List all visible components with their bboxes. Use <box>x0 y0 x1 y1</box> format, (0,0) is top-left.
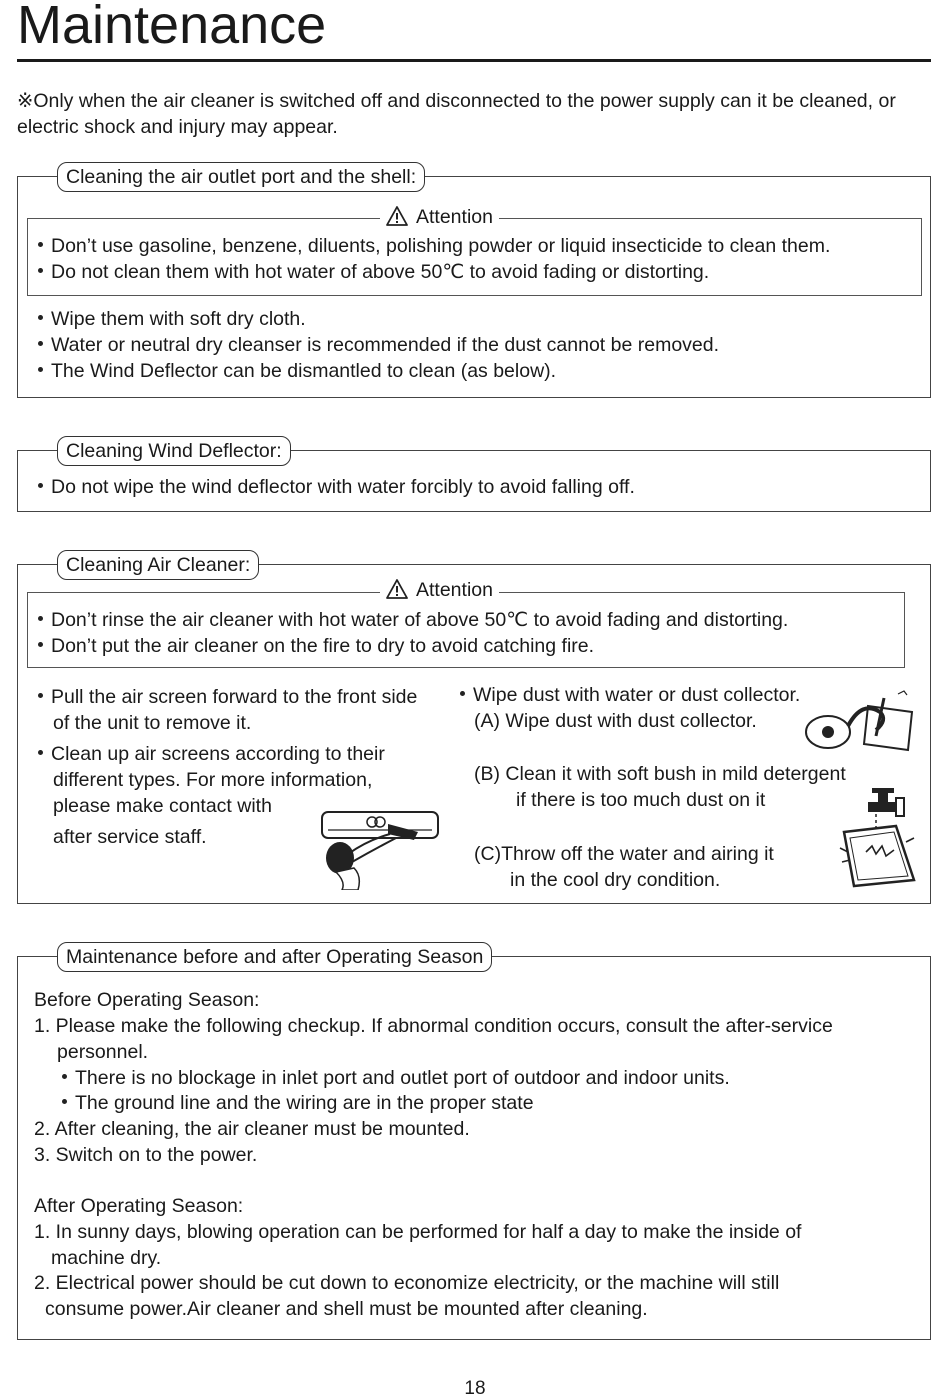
screen-drying-illustration <box>836 822 918 888</box>
season-item: 2. Electrical power should be cut down to economize electricity, or the machine will still <box>34 1272 780 1294</box>
season-item-continuation: personnel. <box>57 1041 149 1063</box>
page-title: Maintenance <box>17 0 327 55</box>
list-item: Don’t put the air cleaner on the fire to dry to avoid catching fire. <box>38 634 594 658</box>
vacuum-cleaner-illustration <box>802 690 920 752</box>
air-screen-removal-illustration <box>318 810 448 890</box>
attention-label-shell <box>380 205 499 232</box>
section-shell-heading: Cleaning the air outlet port and the shell: <box>57 162 425 192</box>
season-item: 2. After cleaning, the air cleaner must be mounted. <box>34 1118 470 1140</box>
season-item: 3. Switch on to the power. <box>34 1144 258 1166</box>
season-item: 1. Please make the following checkup. If abnormal condition occurs, consult the after-service <box>34 1015 833 1037</box>
before-season-title: Before Operating Season: <box>34 989 260 1011</box>
list-item-continuation: please make contact with <box>53 795 272 817</box>
attention-text: Attention <box>416 206 493 228</box>
list-item-continuation: of the unit to remove it. <box>53 712 252 734</box>
season-subitem: There is no blockage in inlet port and outlet port of outdoor and indoor units. <box>62 1066 730 1090</box>
warning-icon <box>386 206 408 232</box>
step-b: (B) Clean it with soft bush in mild detergent <box>474 763 846 785</box>
safety-notice: ※Only when the air cleaner is switched off and disconnected to the power supply can it be cleaned, or electric shock and injury may appear. <box>17 90 896 138</box>
list-item: Do not wipe the wind deflector with water forcibly to avoid falling off. <box>38 475 635 499</box>
after-season-title: After Operating Season: <box>34 1195 244 1217</box>
step-c: (C)Throw off the water and airing it <box>474 843 774 865</box>
title-rule <box>17 59 931 62</box>
section-deflector-heading: Cleaning Wind Deflector: <box>57 436 291 466</box>
attention-label-air-cleaner <box>380 578 499 605</box>
list-item: Wipe them with soft dry cloth. <box>38 307 306 331</box>
step-a: (A) Wipe dust with dust collector. <box>474 710 757 732</box>
season-item: 1. In sunny days, blowing operation can be performed for half a day to make the inside of <box>34 1221 802 1243</box>
list-item: Don’t use gasoline, benzene, diluents, polishing powder or liquid insecticide to clean them. <box>38 234 830 258</box>
attention-text: Attention <box>416 579 493 601</box>
season-item-continuation: machine dry. <box>51 1247 162 1269</box>
warning-icon <box>386 579 408 605</box>
list-item: Clean up air screens according to their <box>38 742 385 766</box>
step-c-continuation: in the cool dry condition. <box>510 869 721 891</box>
list-item: Pull the air screen forward to the front side <box>38 685 417 709</box>
list-item: The Wind Deflector can be dismantled to clean (as below). <box>38 359 556 383</box>
season-subitem: The ground line and the wiring are in the proper state <box>62 1091 534 1115</box>
section-season-heading: Maintenance before and after Operating Season <box>57 942 492 972</box>
list-item: Don’t rinse the air cleaner with hot water of above 50℃ to avoid fading and distorting. <box>38 608 788 632</box>
list-item-continuation: different types. For more information, <box>53 769 373 791</box>
list-item-continuation: after service staff. <box>53 826 207 848</box>
list-item: Wipe dust with water or dust collector. <box>460 683 800 707</box>
page-number: 18 <box>464 1378 486 1399</box>
season-item-continuation: consume power.Air cleaner and shell must be mounted after cleaning. <box>45 1298 648 1320</box>
section-air-cleaner-heading: Cleaning Air Cleaner: <box>57 550 259 580</box>
list-item: Water or neutral dry cleanser is recommended if the dust cannot be removed. <box>38 333 719 357</box>
step-b-continuation: if there is too much dust on it <box>516 789 766 811</box>
list-item: Do not clean them with hot water of above 50℃ to avoid fading or distorting. <box>38 260 709 284</box>
